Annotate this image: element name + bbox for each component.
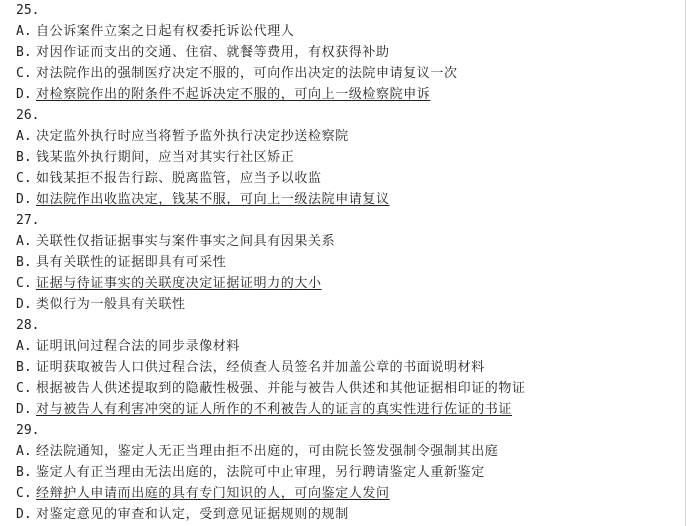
option-letter: C. [16, 486, 32, 501]
option-letter: A. [16, 234, 32, 249]
option-text: 如钱某拒不报告行踪、脱离监管，应当予以收监 [36, 171, 322, 186]
option-letter: B. [16, 360, 32, 375]
option-letter: A. [16, 339, 32, 354]
option-line [16, 63, 458, 84]
option-letter: D. [16, 402, 32, 417]
option-text: 钱某监外执行期间，应当对其实行社区矫正 [36, 150, 295, 165]
option-letter: D. [16, 87, 32, 102]
option-text-answer: 如法院作出收监决定，钱某不服，可向上一级法院申请复议 [36, 192, 390, 207]
option-line [16, 441, 498, 462]
question-number: 27. [16, 213, 40, 228]
option-letter: C. [16, 276, 32, 291]
option-text: 类似行为一般具有关联性 [36, 297, 186, 312]
option-line [16, 189, 390, 210]
option-line [16, 399, 512, 420]
option-line [16, 336, 240, 357]
option-text: 对法院作出的强制医疗决定不服的，可向作出决定的法院申请复议一次 [36, 66, 458, 81]
question-number: 25. [16, 3, 40, 18]
question-number: 26. [16, 108, 40, 123]
option-text: 关联性仅指证据事实与案件事实之间具有因果关系 [36, 234, 336, 249]
option-letter: D. [16, 507, 32, 522]
option-line [16, 462, 485, 483]
option-line [16, 357, 485, 378]
option-line [16, 126, 349, 147]
option-text: 证明讯问过程合法的同步录像材料 [36, 339, 241, 354]
option-letter: C. [16, 66, 32, 81]
option-text: 证明获取被告人口供过程合法，经侦查人员签名并加盖公章的书面说明材料 [36, 360, 485, 375]
option-text-answer: 经辩护人申请而出庭的具有专门知识的人，可向鉴定人发问 [36, 486, 390, 501]
question-number: 28. [16, 318, 40, 333]
option-letter: D. [16, 297, 32, 312]
option-letter: B. [16, 45, 32, 60]
option-letter: A. [16, 24, 32, 39]
option-letter: B. [16, 255, 32, 270]
option-text: 自公诉案件立案之日起有权委托诉讼代理人 [36, 24, 295, 39]
option-line [16, 84, 430, 105]
option-text: 具有关联性的证据即具有可采性 [36, 255, 227, 270]
option-line [16, 252, 226, 273]
option-text-answer: 对检察院作出的附条件不起诉决定不服的，可向上一级检察院申诉 [36, 87, 431, 102]
option-letter: B. [16, 465, 32, 480]
option-text: 根据被告人供述提取到的隐蔽性极强、并能与被告人供述和其他证据相印证的物证 [36, 381, 526, 396]
option-line [16, 21, 294, 42]
option-text: 对因作证而支出的交通、住宿、就餐等费用，有权获得补助 [36, 45, 390, 60]
option-text: 经法院通知，鉴定人无正当理由拒不出庭的，可由院长签发强制令强制其出庭 [36, 444, 499, 459]
option-text: 鉴定人有正当理由无法出庭的，法院可中止审理，另行聘请鉴定人重新鉴定 [36, 465, 485, 480]
option-letter: A. [16, 444, 32, 459]
option-text: 对鉴定意见的审查和认定，受到意见证据规则的规制 [36, 507, 349, 522]
option-letter: C. [16, 171, 32, 186]
option-text-answer: 证据与待证事实的关联度决定证据证明力的大小 [36, 276, 322, 291]
question-number: 29. [16, 423, 40, 438]
option-line [16, 168, 322, 189]
option-line [16, 231, 335, 252]
option-letter: B. [16, 150, 32, 165]
option-line [16, 273, 322, 294]
option-line [16, 42, 390, 63]
option-letter: C. [16, 381, 32, 396]
option-text: 决定监外执行时应当将暂予监外执行决定抄送检察院 [36, 129, 349, 144]
option-line [16, 147, 294, 168]
option-line [16, 294, 186, 315]
option-line [16, 504, 349, 525]
option-letter: D. [16, 192, 32, 207]
option-line [16, 378, 526, 399]
option-text-answer: 对与被告人有利害冲突的证人所作的不利被告人的证言的真实性进行佐证的书证 [36, 402, 513, 417]
option-line [16, 483, 390, 504]
option-letter: A. [16, 129, 32, 144]
